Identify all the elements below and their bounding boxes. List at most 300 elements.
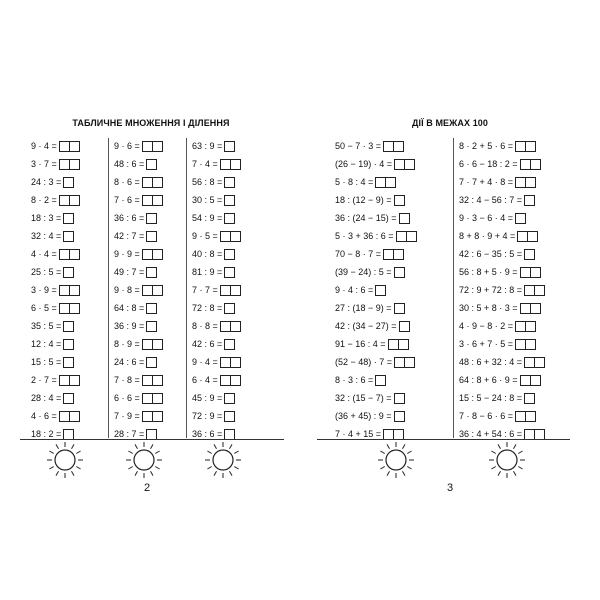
- exercise-row: [335, 155, 417, 173]
- column-divider: [453, 138, 454, 438]
- exercise-row: [335, 317, 417, 335]
- exercise-row: [459, 299, 545, 317]
- exercise-row: [459, 263, 545, 281]
- exercise-row: [31, 317, 80, 335]
- left-column-3: [192, 137, 241, 443]
- exercise-expression: 25 : 5 =: [31, 267, 62, 277]
- answer-box[interactable]: [231, 357, 241, 368]
- exercise-expression: 50 − 7 · 3 =: [335, 141, 382, 151]
- exercise-row: [31, 335, 80, 353]
- exercise-expression: 8 · 8 =: [192, 321, 218, 331]
- left-page-title: ТАБЛИЧНЕ МНОЖЕННЯ І ДІЛЕННЯ: [72, 118, 230, 128]
- answer-box[interactable]: [63, 429, 74, 440]
- answer-box[interactable]: [142, 285, 153, 296]
- answer-box[interactable]: [531, 159, 541, 170]
- answer-box[interactable]: [388, 339, 399, 350]
- exercise-expression: 9 · 8 =: [114, 285, 140, 295]
- answer-box[interactable]: [142, 375, 153, 386]
- answer-box[interactable]: [526, 411, 536, 422]
- answer-box[interactable]: [59, 195, 70, 206]
- exercise-row: [114, 263, 163, 281]
- exercise-expression: 72 : 9 =: [192, 411, 223, 421]
- answer-box[interactable]: [70, 249, 80, 260]
- answer-box[interactable]: [375, 285, 386, 296]
- answer-box[interactable]: [531, 375, 541, 386]
- exercise-row: [459, 335, 545, 353]
- answer-box[interactable]: [394, 195, 405, 206]
- exercise-expression: 36 : 6 =: [192, 429, 223, 439]
- exercise-row: [335, 353, 417, 371]
- answer-box[interactable]: [386, 177, 396, 188]
- exercise-expression: 7 · 8 − 6 · 6 =: [459, 411, 514, 421]
- exercise-expression: 9 · 4 =: [192, 357, 218, 367]
- exercise-row: [459, 173, 545, 191]
- exercise-row: [114, 245, 163, 263]
- column-divider: [186, 138, 187, 438]
- exercise-row: [459, 281, 545, 299]
- exercise-expression: (39 − 24) : 5 =: [335, 267, 392, 277]
- exercise-row: [192, 281, 241, 299]
- answer-box[interactable]: [515, 177, 526, 188]
- exercise-row: [192, 209, 241, 227]
- answer-box[interactable]: [520, 267, 531, 278]
- exercise-expression: 36 : 6 =: [114, 213, 145, 223]
- answer-box[interactable]: [70, 375, 80, 386]
- answer-box[interactable]: [399, 321, 410, 332]
- answer-box[interactable]: [231, 375, 241, 386]
- answer-box[interactable]: [153, 195, 163, 206]
- answer-box[interactable]: [394, 141, 404, 152]
- exercise-row: [114, 191, 163, 209]
- exercise-expression: 6 · 5 =: [31, 303, 57, 313]
- answer-box[interactable]: [224, 393, 235, 404]
- sun-icon: [202, 441, 244, 483]
- exercise-expression: 7 · 4 =: [192, 159, 218, 169]
- exercise-expression: 15 : 5 − 24 : 8 =: [459, 393, 523, 403]
- exercise-expression: 63 : 9 =: [192, 141, 223, 151]
- answer-box[interactable]: [142, 195, 153, 206]
- sun-icon: [44, 441, 86, 483]
- answer-box[interactable]: [383, 249, 394, 260]
- exercise-row: [335, 407, 417, 425]
- left-column-1: [31, 137, 80, 443]
- right-page-title: ДІЇ В МЕЖАХ 100: [411, 118, 489, 128]
- exercise-expression: 81 : 9 =: [192, 267, 223, 277]
- answer-box[interactable]: [375, 375, 386, 386]
- exercise-expression: 4 · 6 =: [31, 411, 57, 421]
- bottom-rule: [20, 439, 284, 440]
- answer-box[interactable]: [394, 159, 405, 170]
- answer-box[interactable]: [70, 141, 80, 152]
- answer-box[interactable]: [535, 429, 545, 440]
- answer-box[interactable]: [520, 375, 531, 386]
- answer-box[interactable]: [231, 285, 241, 296]
- answer-box[interactable]: [224, 339, 235, 350]
- answer-box[interactable]: [153, 339, 163, 350]
- answer-box[interactable]: [70, 159, 80, 170]
- answer-box[interactable]: [220, 357, 231, 368]
- answer-box[interactable]: [153, 285, 163, 296]
- exercise-expression: 8 · 6 =: [114, 177, 140, 187]
- answer-box[interactable]: [526, 339, 536, 350]
- answer-box[interactable]: [524, 285, 535, 296]
- answer-box[interactable]: [531, 267, 541, 278]
- exercise-expression: 9 · 4 =: [31, 141, 57, 151]
- exercise-row: [459, 389, 545, 407]
- exercise-expression: 36 : 9 =: [114, 321, 145, 331]
- exercise-row: [31, 263, 80, 281]
- exercise-expression: 9 · 6 =: [114, 141, 140, 151]
- exercise-row: [114, 353, 163, 371]
- exercise-expression: 4 · 4 =: [31, 249, 57, 259]
- exercise-row: [459, 245, 545, 263]
- exercise-row: [31, 155, 80, 173]
- exercise-expression: 7 · 6 =: [114, 195, 140, 205]
- answer-box[interactable]: [146, 303, 157, 314]
- exercise-row: [335, 137, 417, 155]
- exercise-row: [192, 227, 241, 245]
- answer-box[interactable]: [63, 231, 74, 242]
- exercise-expression: 8 · 2 =: [31, 195, 57, 205]
- answer-box[interactable]: [231, 159, 241, 170]
- exercise-expression: 91 − 16 : 4 =: [335, 339, 386, 349]
- exercise-row: [192, 317, 241, 335]
- answer-box[interactable]: [63, 393, 74, 404]
- answer-box[interactable]: [531, 303, 541, 314]
- answer-box[interactable]: [59, 249, 70, 260]
- exercise-row: [31, 227, 80, 245]
- answer-box[interactable]: [220, 375, 231, 386]
- answer-box[interactable]: [63, 267, 74, 278]
- exercise-row: [192, 173, 241, 191]
- exercise-row: [31, 371, 80, 389]
- exercise-expression: 40 : 8 =: [192, 249, 223, 259]
- answer-box[interactable]: [63, 357, 74, 368]
- exercise-row: [192, 389, 241, 407]
- exercise-row: [114, 335, 163, 353]
- exercise-row: [192, 371, 241, 389]
- answer-box[interactable]: [142, 339, 153, 350]
- exercise-row: [459, 371, 545, 389]
- exercise-row: [31, 191, 80, 209]
- answer-box[interactable]: [407, 231, 417, 242]
- answer-box[interactable]: [70, 195, 80, 206]
- sun-icon: [123, 441, 165, 483]
- answer-box[interactable]: [153, 141, 163, 152]
- answer-box[interactable]: [153, 249, 163, 260]
- exercise-expression: 36 : (24 − 15) =: [335, 213, 397, 223]
- answer-box[interactable]: [70, 303, 80, 314]
- exercise-row: [31, 173, 80, 191]
- answer-box[interactable]: [146, 159, 157, 170]
- exercise-expression: 7 · 7 =: [192, 285, 218, 295]
- exercise-expression: 64 : 8 =: [114, 303, 145, 313]
- exercise-row: [192, 245, 241, 263]
- exercise-row: [459, 407, 545, 425]
- exercise-row: [335, 191, 417, 209]
- answer-box[interactable]: [59, 159, 70, 170]
- answer-box[interactable]: [142, 249, 153, 260]
- answer-box[interactable]: [383, 141, 394, 152]
- exercise-expression: 72 : 8 =: [192, 303, 223, 313]
- exercise-row: [114, 299, 163, 317]
- answer-box[interactable]: [224, 213, 235, 224]
- answer-box[interactable]: [146, 429, 157, 440]
- exercise-row: [114, 173, 163, 191]
- exercise-row: [459, 209, 545, 227]
- answer-box[interactable]: [70, 285, 80, 296]
- exercise-expression: 42 : 6 =: [192, 339, 223, 349]
- exercise-expression: 30 : 5 + 8 · 3 =: [459, 303, 518, 313]
- answer-box[interactable]: [146, 357, 157, 368]
- exercise-row: [335, 335, 417, 353]
- exercise-expression: 3 · 9 =: [31, 285, 57, 295]
- answer-box[interactable]: [520, 303, 531, 314]
- exercise-expression: 18 : 3 =: [31, 213, 62, 223]
- answer-box[interactable]: [59, 375, 70, 386]
- answer-box[interactable]: [535, 357, 545, 368]
- exercise-expression: 3 · 6 + 7 · 5 =: [459, 339, 514, 349]
- column-divider: [108, 138, 109, 438]
- answer-box[interactable]: [63, 321, 74, 332]
- answer-box[interactable]: [526, 321, 536, 332]
- answer-box[interactable]: [63, 213, 74, 224]
- answer-box[interactable]: [524, 249, 535, 260]
- exercise-expression: 9 · 5 =: [192, 231, 218, 241]
- answer-box[interactable]: [63, 177, 74, 188]
- answer-box[interactable]: [146, 321, 157, 332]
- exercise-expression: 8 · 3 : 6 =: [335, 375, 374, 385]
- exercise-expression: 32 : 4 =: [31, 231, 62, 241]
- answer-box[interactable]: [394, 249, 404, 260]
- answer-box[interactable]: [142, 177, 153, 188]
- answer-box[interactable]: [515, 141, 526, 152]
- exercise-expression: 48 : 6 =: [114, 159, 145, 169]
- exercise-row: [114, 155, 163, 173]
- exercise-row: [335, 299, 417, 317]
- exercise-expression: 9 · 9 =: [114, 249, 140, 259]
- exercise-expression: 28 : 4 =: [31, 393, 62, 403]
- exercise-expression: 5 · 3 + 36 : 6 =: [335, 231, 394, 241]
- answer-box[interactable]: [224, 429, 235, 440]
- answer-box[interactable]: [396, 231, 407, 242]
- exercise-row: [31, 245, 80, 263]
- exercise-row: [335, 389, 417, 407]
- exercise-row: [31, 353, 80, 371]
- exercise-expression: 56 : 8 =: [192, 177, 223, 187]
- exercise-row: [31, 281, 80, 299]
- exercise-row: [114, 137, 163, 155]
- exercise-expression: (26 − 19) · 4 =: [335, 159, 393, 169]
- exercise-row: [114, 407, 163, 425]
- exercise-expression: 72 : 9 + 72 : 8 =: [459, 285, 523, 295]
- exercise-expression: 42 : (34 − 27) =: [335, 321, 397, 331]
- exercise-row: [114, 317, 163, 335]
- right-page: [300, 0, 600, 600]
- answer-box[interactable]: [142, 141, 153, 152]
- exercise-expression: 7 · 7 + 4 · 8 =: [459, 177, 514, 187]
- answer-box[interactable]: [220, 321, 231, 332]
- exercise-expression: 7 · 8 =: [114, 375, 140, 385]
- exercise-expression: 64 : 8 + 6 · 9 =: [459, 375, 518, 385]
- exercise-expression: 45 : 9 =: [192, 393, 223, 403]
- exercise-row: [335, 173, 417, 191]
- exercise-row: [114, 389, 163, 407]
- answer-box[interactable]: [231, 321, 241, 332]
- exercise-expression: 48 : 6 + 32 : 4 =: [459, 357, 523, 367]
- left-column-2: [114, 137, 163, 443]
- exercise-expression: 2 · 7 =: [31, 375, 57, 385]
- exercise-expression: 32 : (15 − 7) =: [335, 393, 392, 403]
- exercise-expression: 8 · 2 + 5 · 6 =: [459, 141, 514, 151]
- exercise-expression: 9 · 4 : 6 =: [335, 285, 374, 295]
- exercise-row: [459, 137, 545, 155]
- exercise-expression: 30 : 5 =: [192, 195, 223, 205]
- exercise-expression: (52 − 48) · 7 =: [335, 357, 393, 367]
- answer-box[interactable]: [399, 339, 409, 350]
- answer-box[interactable]: [153, 411, 163, 422]
- answer-box[interactable]: [224, 303, 235, 314]
- answer-box[interactable]: [146, 213, 157, 224]
- exercise-expression: 24 : 6 =: [114, 357, 145, 367]
- answer-box[interactable]: [524, 195, 535, 206]
- page-number: 3: [447, 482, 454, 494]
- answer-box[interactable]: [59, 141, 70, 152]
- answer-box[interactable]: [63, 339, 74, 350]
- answer-box[interactable]: [224, 411, 235, 422]
- exercise-row: [335, 227, 417, 245]
- exercise-expression: 42 : 7 =: [114, 231, 145, 241]
- exercise-row: [192, 137, 241, 155]
- answer-box[interactable]: [224, 267, 235, 278]
- answer-box[interactable]: [520, 159, 531, 170]
- exercise-row: [192, 353, 241, 371]
- exercise-expression: 9 · 3 − 6 · 4 =: [459, 213, 514, 223]
- exercise-expression: 4 · 9 − 8 · 2 =: [459, 321, 514, 331]
- exercise-expression: 42 : 6 − 35 : 5 =: [459, 249, 523, 259]
- exercise-row: [335, 371, 417, 389]
- answer-box[interactable]: [394, 267, 405, 278]
- exercise-row: [459, 227, 545, 245]
- answer-box[interactable]: [375, 177, 386, 188]
- exercise-expression: 3 · 7 =: [31, 159, 57, 169]
- answer-box[interactable]: [153, 177, 163, 188]
- exercise-expression: 8 · 9 =: [114, 339, 140, 349]
- exercise-row: [459, 155, 545, 173]
- answer-box[interactable]: [146, 231, 157, 242]
- exercise-expression: 18 : (12 − 9) =: [335, 195, 392, 205]
- answer-box[interactable]: [153, 375, 163, 386]
- answer-box[interactable]: [515, 339, 526, 350]
- answer-box[interactable]: [59, 411, 70, 422]
- exercise-expression: 7 · 9 =: [114, 411, 140, 421]
- answer-box[interactable]: [224, 195, 235, 206]
- answer-box[interactable]: [59, 303, 70, 314]
- exercise-expression: 49 : 7 =: [114, 267, 145, 277]
- bottom-rule: [317, 439, 570, 440]
- exercise-expression: 18 : 2 =: [31, 429, 62, 439]
- answer-box[interactable]: [394, 429, 404, 440]
- answer-box[interactable]: [524, 357, 535, 368]
- answer-box[interactable]: [394, 393, 405, 404]
- answer-box[interactable]: [528, 231, 538, 242]
- exercise-expression: 28 : 7 =: [114, 429, 145, 439]
- answer-box[interactable]: [146, 267, 157, 278]
- exercise-expression: 6 · 6 =: [114, 393, 140, 403]
- exercise-row: [192, 335, 241, 353]
- exercise-expression: 27 : (18 − 9) =: [335, 303, 392, 313]
- answer-box[interactable]: [405, 159, 415, 170]
- exercise-expression: 70 − 8 · 7 =: [335, 249, 382, 259]
- answer-box[interactable]: [142, 393, 153, 404]
- exercise-row: [114, 371, 163, 389]
- answer-box[interactable]: [524, 393, 535, 404]
- answer-box[interactable]: [399, 213, 410, 224]
- exercise-row: [114, 209, 163, 227]
- exercise-expression: 15 : 5 =: [31, 357, 62, 367]
- exercise-row: [31, 407, 80, 425]
- answer-box[interactable]: [394, 357, 405, 368]
- exercise-row: [31, 299, 80, 317]
- answer-box[interactable]: [220, 159, 231, 170]
- answer-box[interactable]: [220, 285, 231, 296]
- exercise-expression: 36 : 4 + 54 : 6 =: [459, 429, 523, 439]
- exercise-row: [31, 389, 80, 407]
- exercise-expression: 6 · 6 − 18 : 2 =: [459, 159, 518, 169]
- exercise-row: [459, 317, 545, 335]
- exercise-row: [114, 227, 163, 245]
- answer-box[interactable]: [394, 303, 405, 314]
- exercise-expression: 8 + 8 · 9 + 4 =: [459, 231, 516, 241]
- exercise-expression: 35 : 5 =: [31, 321, 62, 331]
- answer-box[interactable]: [394, 411, 405, 422]
- answer-box[interactable]: [526, 177, 536, 188]
- exercise-expression: 56 : 8 + 5 · 9 =: [459, 267, 518, 277]
- answer-box[interactable]: [59, 285, 70, 296]
- answer-box[interactable]: [153, 393, 163, 404]
- answer-box[interactable]: [383, 429, 394, 440]
- answer-box[interactable]: [224, 177, 235, 188]
- exercise-row: [335, 209, 417, 227]
- answer-box[interactable]: [517, 231, 528, 242]
- answer-box[interactable]: [142, 411, 153, 422]
- exercise-row: [459, 191, 545, 209]
- answer-box[interactable]: [70, 411, 80, 422]
- exercise-row: [335, 263, 417, 281]
- answer-box[interactable]: [535, 285, 545, 296]
- answer-box[interactable]: [515, 213, 526, 224]
- answer-box[interactable]: [224, 249, 235, 260]
- exercise-expression: 24 : 3 =: [31, 177, 62, 187]
- exercise-expression: 7 · 4 + 15 =: [335, 429, 382, 439]
- right-column-1: [335, 137, 417, 443]
- exercise-row: [192, 155, 241, 173]
- exercise-row: [335, 245, 417, 263]
- exercise-row: [114, 281, 163, 299]
- answer-box[interactable]: [526, 141, 536, 152]
- answer-box[interactable]: [231, 231, 241, 242]
- exercise-expression: 5 · 8 : 4 =: [335, 177, 374, 187]
- answer-box[interactable]: [515, 411, 526, 422]
- answer-box[interactable]: [220, 231, 231, 242]
- exercise-row: [192, 299, 241, 317]
- answer-box[interactable]: [405, 357, 415, 368]
- answer-box[interactable]: [515, 321, 526, 332]
- page-number: 2: [144, 482, 151, 494]
- answer-box[interactable]: [224, 141, 235, 152]
- exercise-expression: (36 + 45) : 9 =: [335, 411, 392, 421]
- answer-box[interactable]: [524, 429, 535, 440]
